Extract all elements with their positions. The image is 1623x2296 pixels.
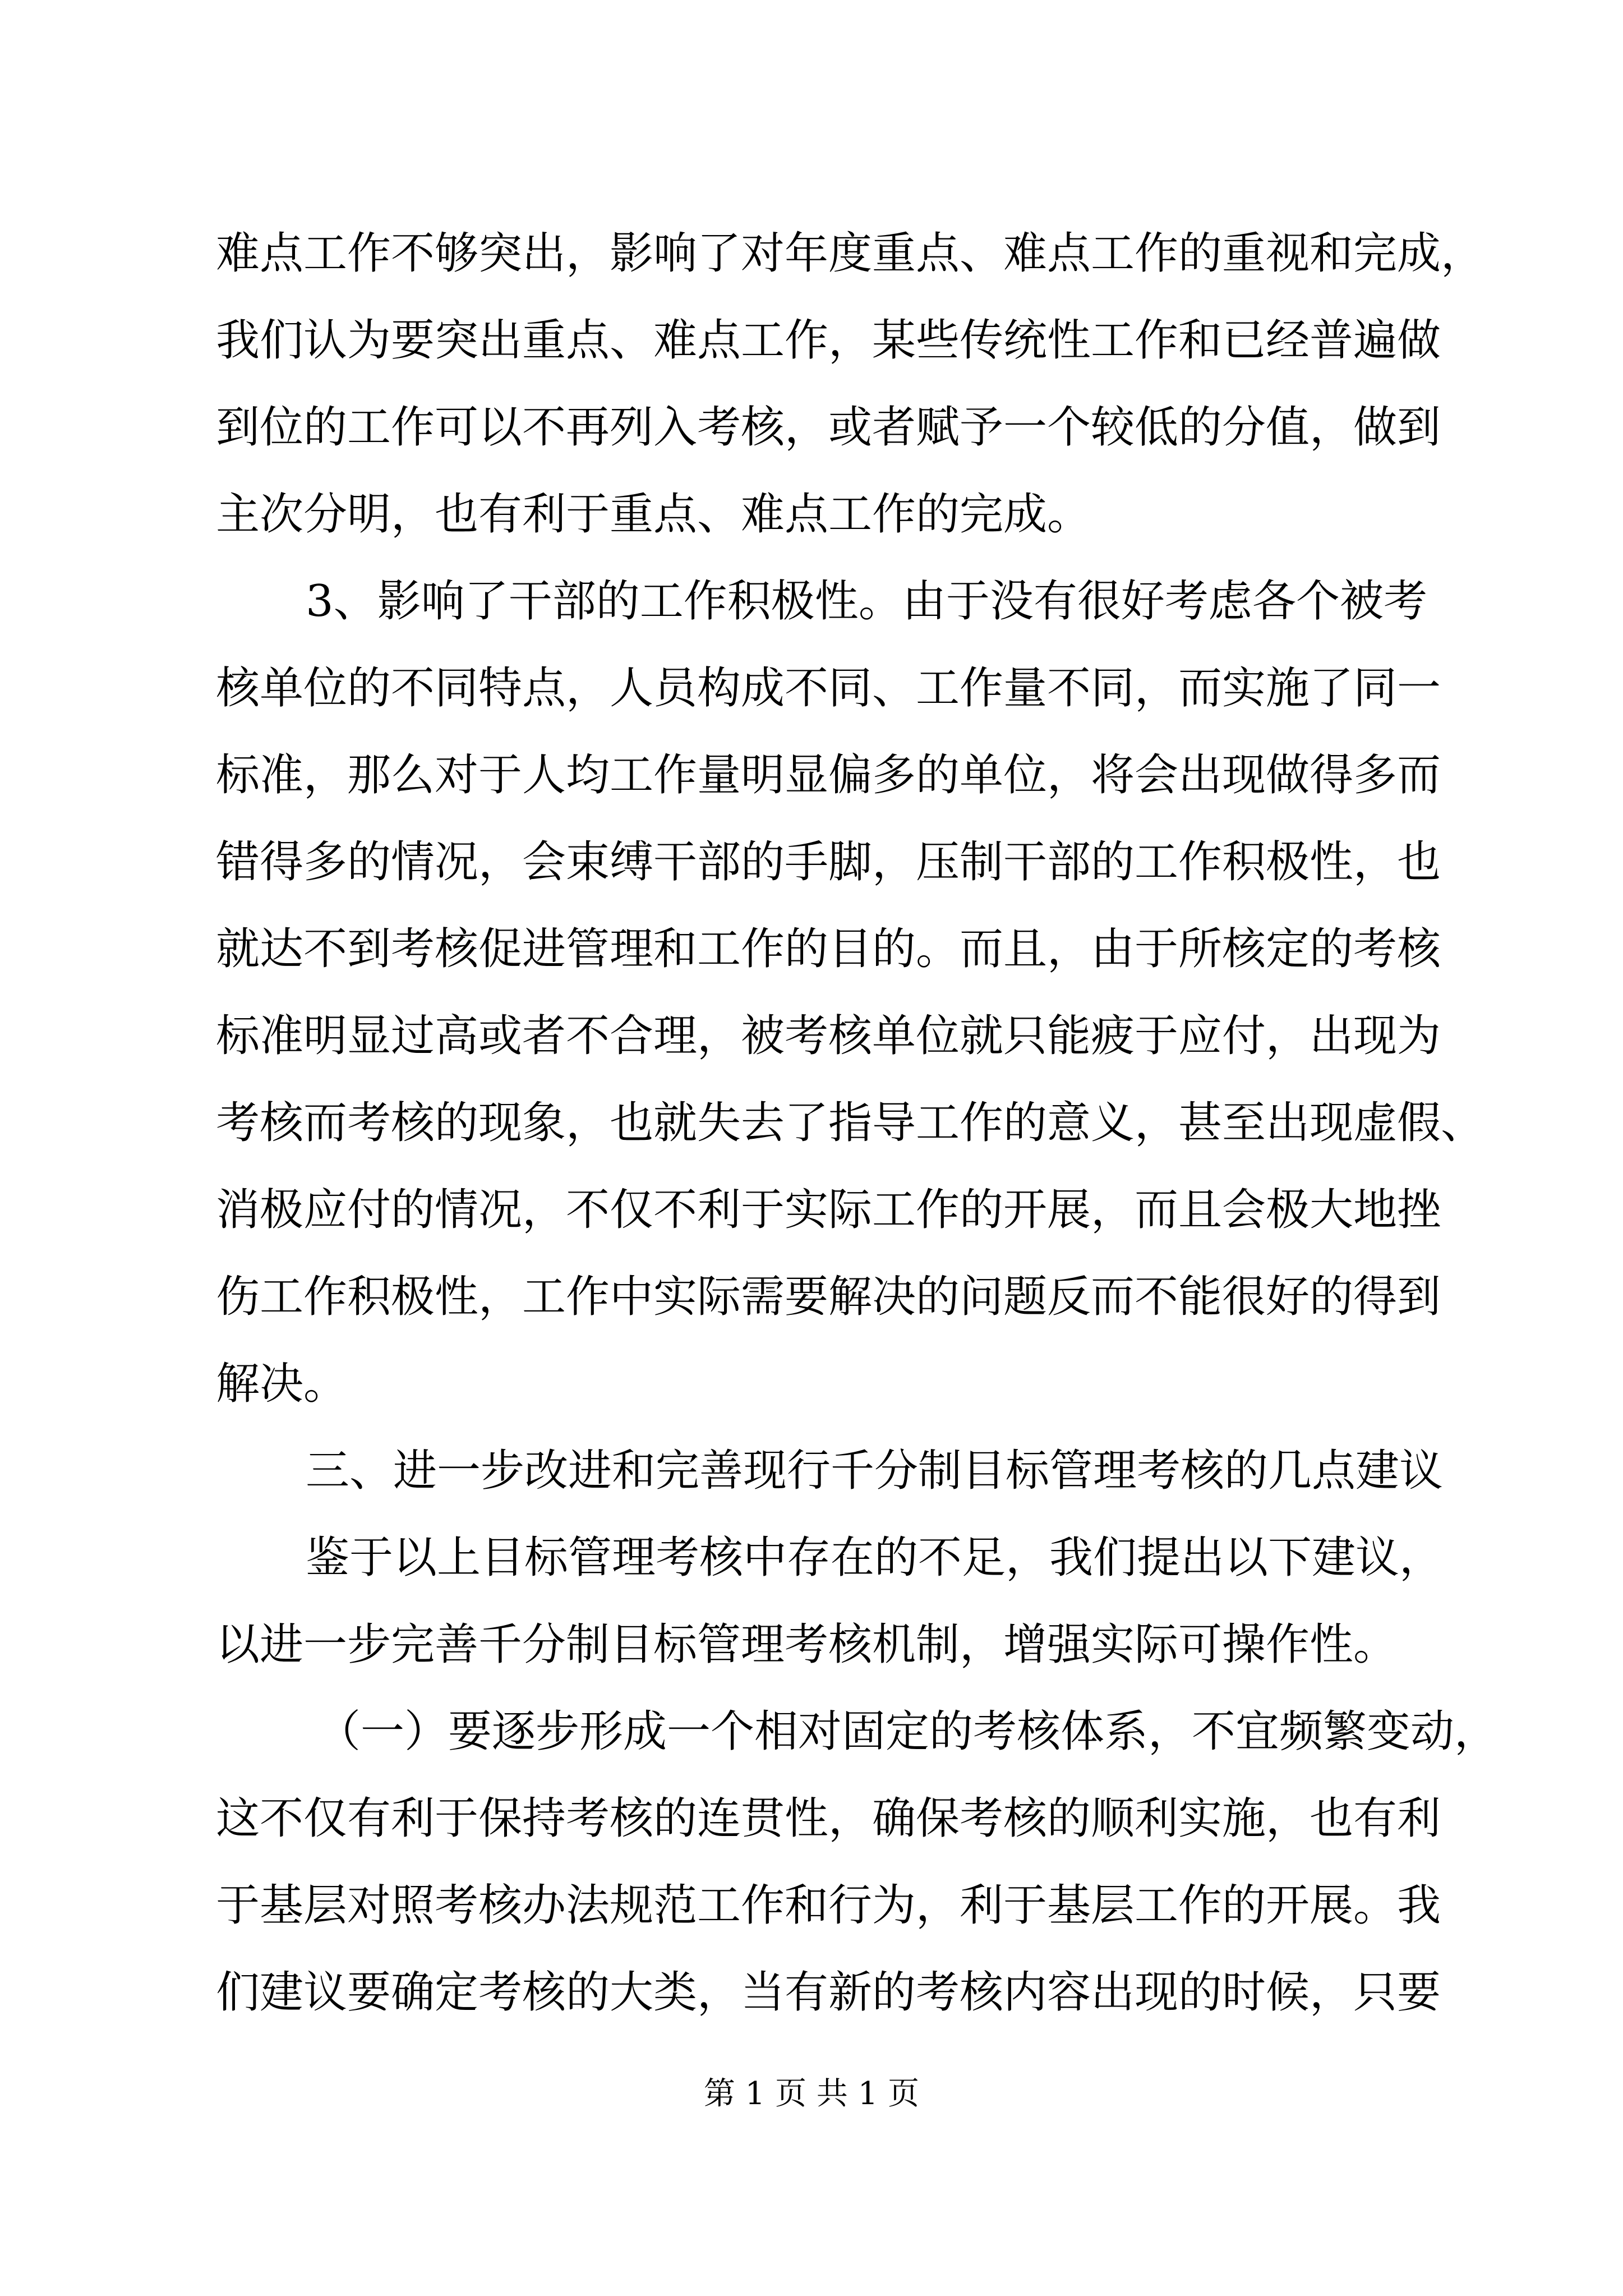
body-text-line: 消极应付的情况，不仅不利于实际工作的开展，而且会极大地挫: [216, 1185, 1441, 1235]
paragraph-start-line: 3、影响了干部的工作积极性。由于没有很好考虑各个被考: [306, 576, 1427, 627]
body-text-line: 主次分明，也有利于重点、难点工作的完成。: [216, 489, 1091, 540]
body-text-line: 标准，那么对于人均工作量明显偏多的单位，将会出现做得多而: [216, 750, 1441, 800]
section-heading: 三、进一步改进和完善现行千分制目标管理考核的几点建议: [306, 1446, 1444, 1496]
body-text-line: 到位的工作可以不再列入考核，或者赋予一个较低的分值，做到: [216, 402, 1441, 453]
body-text-line: 核单位的不同特点，人员构成不同、工作量不同，而实施了同一: [216, 663, 1441, 714]
body-text-line: 错得多的情况，会束缚干部的手脚，压制干部的工作积极性，也: [216, 837, 1441, 887]
body-text-line: 难点工作不够突出，影响了对年度重点、难点工作的重视和完成，: [216, 228, 1485, 279]
body-text-line: 考核而考核的现象，也就失去了指导工作的意义，甚至出现虚假、: [216, 1098, 1485, 1148]
body-text-line: 们建议要确定考核的大类，当有新的考核内容出现的时候，只要: [216, 1967, 1441, 2018]
body-text-line: 解决。: [216, 1359, 348, 1409]
body-text-line: 以进一步完善千分制目标管理考核机制，增强实际可操作性。: [216, 1619, 1398, 1670]
page-footer: 第 1 页 共 1 页: [703, 2076, 920, 2112]
body-text-line: 就达不到考核促进管理和工作的目的。而且，由于所核定的考核: [216, 924, 1441, 974]
paragraph-start-line: 鉴于以上目标管理考核中存在的不足，我们提出以下建议，: [306, 1533, 1444, 1583]
paragraph-start-line: （一）要逐步形成一个相对固定的考核体系，不宜频繁变动，: [317, 1706, 1498, 1757]
body-text-line: 标准明显过高或者不合理，被考核单位就只能疲于应付，出现为: [216, 1011, 1441, 1061]
body-text-line: 伤工作积极性，工作中实际需要解决的问题反而不能很好的得到: [216, 1272, 1441, 1322]
body-text-line: 于基层对照考核办法规范工作和行为，利于基层工作的开展。我: [216, 1880, 1441, 1931]
body-text-line: 这不仅有利于保持考核的连贯性，确保考核的顺利实施，也有利: [216, 1793, 1441, 1844]
body-text-line: 我们认为要突出重点、难点工作，某些传统性工作和已经普遍做: [216, 315, 1441, 366]
